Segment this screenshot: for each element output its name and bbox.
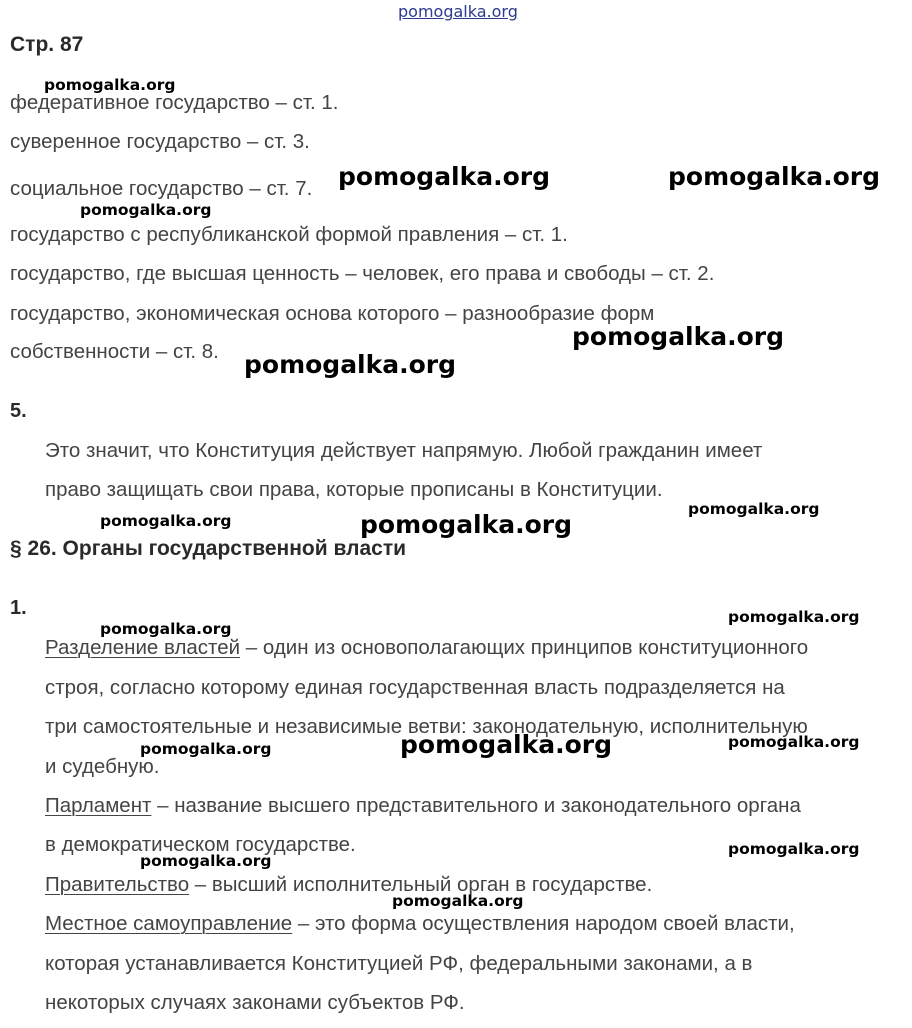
definition-line: три самостоятельные и независимые ветви: законодательную, исполнительную (45, 715, 808, 738)
watermark: pomogalka.org (668, 162, 881, 191)
watermark: pomogalka.org (392, 892, 524, 910)
watermark: pomogalka.org (244, 350, 457, 379)
definition-line (45, 912, 795, 936)
watermark: pomogalka.org (100, 512, 232, 530)
list-item: государство, где высшая ценность – человек, его права и свободы – ст. 2. (10, 262, 715, 285)
answer-line: право защищать свои права, которые прописаны в Конституции. (45, 478, 663, 501)
definition-line: в демократическом государстве. (45, 833, 356, 856)
definition-text: – высший исполнительный орган в государстве. (189, 873, 653, 896)
question-number: 1. (10, 597, 27, 619)
list-item: государство с республиканской формой правления – ст. 1. (10, 223, 568, 246)
site-link[interactable]: pomogalka.org (398, 2, 518, 21)
definition-line (45, 873, 652, 897)
watermark: pomogalka.org (688, 500, 820, 518)
term-separation-of-powers: Разделение властей (45, 636, 241, 659)
page-label: Стр. 87 (10, 33, 84, 56)
definition-text: – один из основополагающих принципов конституционного (240, 636, 809, 659)
term-government: Правительство (45, 873, 190, 896)
definition-line (45, 794, 801, 818)
term-parliament: Парламент (45, 794, 152, 817)
watermark: pomogalka.org (572, 322, 785, 351)
definition-line: строя, согласно которому единая государственная власть подразделяется на (45, 676, 785, 699)
watermark: pomogalka.org (44, 76, 176, 94)
definition-text: – это форма осуществления народом своей власти, (292, 912, 795, 935)
watermark: pomogalka.org (338, 162, 551, 191)
list-item: суверенное государство – ст. 3. (10, 130, 310, 153)
watermark: pomogalka.org (140, 852, 272, 870)
list-item: государство, экономическая основа которого – разнообразие форм (10, 302, 655, 325)
watermark: pomogalka.org (100, 620, 232, 638)
answer-line: Это значит, что Конституция действует напрямую. Любой гражданин имеет (45, 439, 763, 462)
definition-text: – название высшего представительного и законодательного органа (151, 794, 801, 817)
section-title: § 26. Органы государственной власти (10, 537, 407, 560)
term-local-self-government: Местное самоуправление (45, 912, 293, 935)
definition-line (45, 636, 808, 660)
definition-line: которая устанавливается Конституцией РФ, федеральными законами, а в (45, 952, 753, 975)
watermark: pomogalka.org (728, 840, 860, 858)
list-item: собственности – ст. 8. (10, 340, 219, 363)
watermark: pomogalka.org (728, 608, 860, 626)
definition-line: и судебную. (45, 755, 160, 778)
watermark: pomogalka.org (140, 740, 272, 758)
watermark: pomogalka.org (728, 733, 860, 751)
list-item: федеративное государство – ст. 1. (10, 91, 339, 114)
list-item: социальное государство – ст. 7. (10, 177, 313, 200)
watermark: pomogalka.org (360, 510, 573, 539)
watermark: pomogalka.org (400, 730, 613, 759)
definition-line: некоторых случаях законами субъектов РФ. (45, 991, 465, 1014)
watermark: pomogalka.org (80, 201, 212, 219)
question-number: 5. (10, 400, 27, 422)
